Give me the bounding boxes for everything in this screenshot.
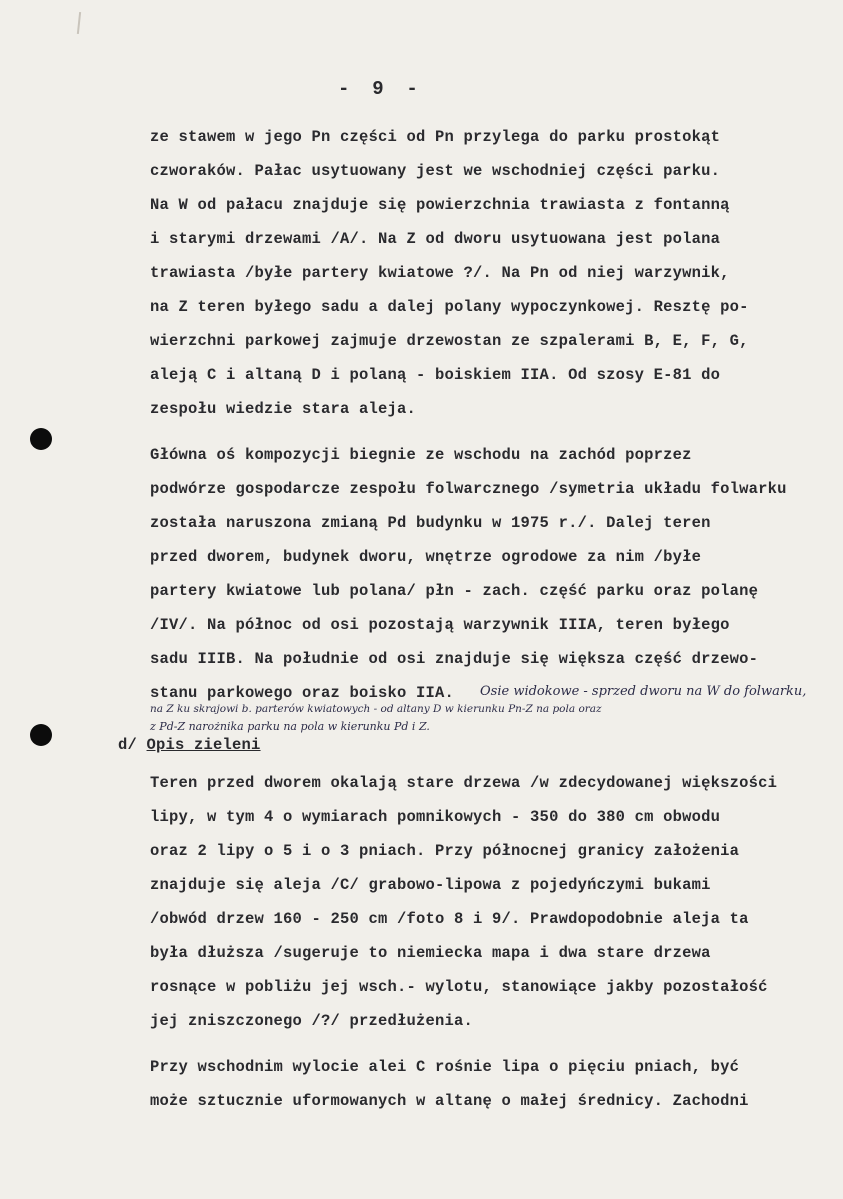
text-line: została naruszona zmianą Pd budynku w 1975 r./. Dalej teren bbox=[150, 514, 711, 532]
text-line: jej zniszczonego /?/ przedłużenia. bbox=[150, 1012, 474, 1030]
handwritten-note: z Pd-Z narożnika parku na pola w kierunku Pd i Z. bbox=[150, 720, 430, 733]
section-heading bbox=[118, 736, 261, 754]
text-line: i starymi drzewami /A/. Na Z od dworu usytuowana jest polana bbox=[150, 230, 721, 248]
text-line: lipy, w tym 4 o wymiarach pomnikowych - 350 do 380 cm obwodu bbox=[150, 808, 721, 826]
text-line: /obwód drzew 160 - 250 cm /foto 8 i 9/. Prawdopodobnie aleja ta bbox=[150, 910, 749, 928]
handwritten-note: na Z ku skrajowi b. parterów kwiatowych - od altany D w kierunku Pn-Z na pola oraz bbox=[150, 703, 602, 715]
punch-hole bbox=[30, 428, 52, 450]
text-line: przed dworem, budynek dworu, wnętrze ogrodowe za nim /byłe bbox=[150, 548, 702, 566]
text-line: Teren przed dworem okalają stare drzewa /w zdecydowanej większości bbox=[150, 774, 778, 792]
text-line: /IV/. Na północ od osi pozostają warzywnik IIIA, teren byłego bbox=[150, 616, 730, 634]
text-line: trawiasta /byłe partery kwiatowe ?/. Na Pn od niej warzywnik, bbox=[150, 264, 730, 282]
section-prefix: d/ bbox=[118, 736, 138, 754]
text-line: oraz 2 lipy o 5 i o 3 pniach. Przy północnej granicy założenia bbox=[150, 842, 740, 860]
handwritten-note: Osie widokowe - sprzed dworu na W do folwarku, bbox=[480, 684, 807, 699]
text-line: może sztucznie uformowanych w altanę o małej średnicy. Zachodni bbox=[150, 1092, 749, 1110]
text-line: partery kwiatowe lub polana/ płn - zach. część parku oraz polanę bbox=[150, 582, 759, 600]
text-line: wierzchni parkowej zajmuje drzewostan ze szpalerami B, E, F, G, bbox=[150, 332, 749, 350]
text-line: podwórze gospodarcze zespołu folwarcznego /symetria układu folwarku bbox=[150, 480, 787, 498]
text-line: Główna oś kompozycji biegnie ze wschodu na zachód poprzez bbox=[150, 446, 692, 464]
text-line: zespołu wiedzie stara aleja. bbox=[150, 400, 417, 418]
text-line: ze stawem w jego Pn części od Pn przylega do parku prostokąt bbox=[150, 128, 721, 146]
section-title: Opis zieleni bbox=[146, 736, 261, 754]
text-line: czworaków. Pałac usytuowany jest we wschodniej części parku. bbox=[150, 162, 721, 180]
text-line: Przy wschodnim wylocie alei C rośnie lipa o pięciu pniach, być bbox=[150, 1058, 740, 1076]
text-line: rosnące w pobliżu jej wsch.- wylotu, stanowiące jakby pozostałość bbox=[150, 978, 768, 996]
text-line: sadu IIIB. Na południe od osi znajduje się większa część drzewo- bbox=[150, 650, 759, 668]
punch-hole bbox=[30, 724, 52, 746]
text-line: aleją C i altaną D i polaną - boiskiem IIA. Od szosy E-81 do bbox=[150, 366, 721, 384]
text-line: stanu parkowego oraz boisko IIA. bbox=[150, 684, 455, 702]
pencil-mark bbox=[77, 12, 81, 34]
text-line: znajduje się aleja /C/ grabowo-lipowa z pojedyńczymi bukami bbox=[150, 876, 711, 894]
text-line: była dłuższa /sugeruje to niemiecka mapa i dwa stare drzewa bbox=[150, 944, 711, 962]
page-number: - 9 - bbox=[338, 78, 418, 100]
text-line: Na W od pałacu znajduje się powierzchnia trawiasta z fontanną bbox=[150, 196, 730, 214]
text-line: na Z teren byłego sadu a dalej polany wypoczynkowej. Resztę po- bbox=[150, 298, 749, 316]
